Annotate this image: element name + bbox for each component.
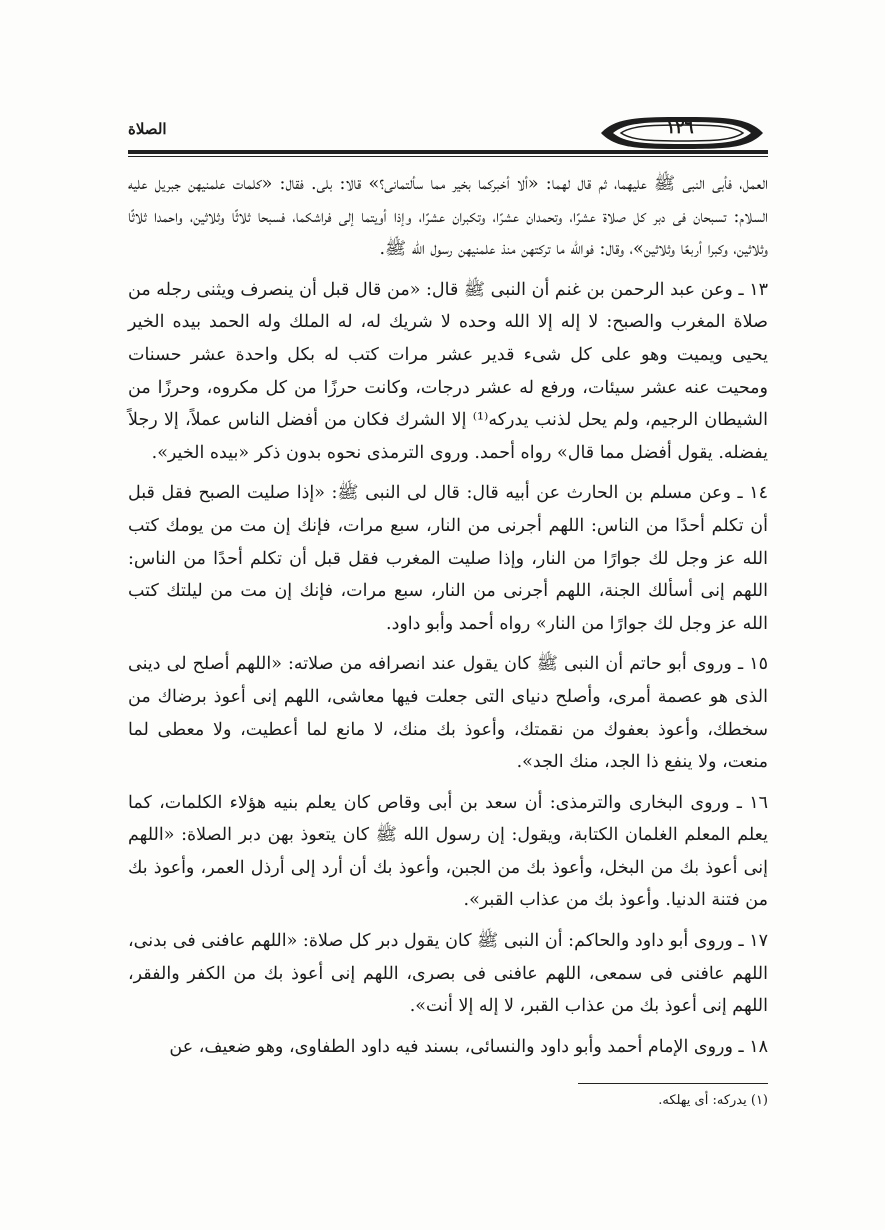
- paragraph: ١٧ ـ وروى أبو داود والحاكم: أن النبى ﷺ كان يقول دبر كل صلاة: «اللهم عافنى فى بدنى، اللهم عافنى فى سمعى، اللهم عافنى فى بصرى، اللهم إنى أعوذ بك من الكفر والفقر، اللهم إنى أعوذ بك من عذاب القبر، لا إله إلا أنت».: [128, 931, 768, 1017]
- paragraph: ١٥ ـ وروى أبو حاتم أن النبى ﷺ كان يقول عند انصرافه من صلاته: «اللهم أصلح لى دينى الذى هو عصمة أمرى، وأصلح دنياى التى جعلت فيها معاشى، اللهم إنى أعوذ برضاك من سخطك، وأعوذ بعفوك من نقمتك، وأعوذ بك منك، لا مانع لما أعطيت، ولا معطى لما منعت، ولا ينفع ذا الجد، منك الجد».: [128, 654, 768, 773]
- header-rule: [128, 150, 768, 154]
- paragraph: ١٤ ـ وعن مسلم بن الحارث عن أبيه قال: قال لى النبى ﷺ: «إذا صليت الصبح فقل قبل أن تكلم أحدًا من الناس: اللهم أجرنى من النار، سبع مرات، فإنك إن مت من يومك كتب الله عز وجل لك جوارًا من النار، وإذا صليت المغرب فقل قبل أن تكلم أحدًا من الناس: اللهم إنى أسألك الجنة، اللهم أجرنى من النار، سبع مرات، فإنك إن مت من ليلتك كتب الله عز وجل لك جوارًا من النار» رواه أحمد وأبو داود.: [128, 483, 768, 634]
- paragraph: ١٣ ـ وعن عبد الرحمن بن غنم أن النبى ﷺ قال: «من قال قبل أن ينصرف ويثنى رجله من صلاة المغرب والصبح: لا إله إلا الله وحده لا شريك له، له الملك وله الحمد بيده الخير يحيى ويميت وهو على كل شىء قدير عشر مرات كتب له بكل واحدة عشر حسنات ومحيت عنه عشر سيئات، ورفع له عشر درجات، وكانت حرزًا من كل مكروه، وحرزًا من الشيطان الرجيم، ولم يحل لذنب يدركه⁽¹⁾ إلا الشرك فكان من أفضل الناس عملاً، إلا رجلاً يفضله. يقول أفضل مما قال» رواه أحمد. وروى الترمذى نحوه بدون ذكر «بيده الخير».: [128, 279, 769, 463]
- running-title: الصلاة: [128, 120, 167, 138]
- paragraph: ١٦ ـ وروى البخارى والترمذى: أن سعد بن أبى وقاص كان يعلم بنيه هؤلاء الكلمات، كما يعلم المعلم الغلمان الكتابة، ويقول: إن رسول الله ﷺ كان يتعوذ بهن دبر الصلاة: «اللهم إنى أعوذ بك من البخل، وأعوذ بك من الجبن، وأعوذ بك أن أرد إلى أرذل العمر، وأعوذ بك من فتنة الدنيا. وأعوذ بك من عذاب القبر».: [128, 792, 768, 911]
- page-number: ١٢٦: [666, 118, 694, 138]
- paragraph: ١٨ ـ وروى الإمام أحمد وأبو داود والنسائى، بسند فيه داود الطفاوى، وهو ضعيف، عن: [169, 1036, 768, 1057]
- body-text: [128, 168, 768, 1071]
- header-rule-thin: [128, 156, 768, 157]
- footnote: (١) يدركه: أى يهلكه.: [658, 1093, 768, 1108]
- paragraph: العمل، فأبى النبى ﷺ عليهما، ثم قال لهما: «ألا أخبركما بخير مما سألتمانى؟» قالا: بلى. فقال: «كلمات علمنيهن جبريل عليه السلام: تسبحان فى دبر كل صلاة عشرًا، وتحمدان عشرًا، وتكبران عشرًا، وإذا أويتما إلى فراشكما، فسبحا ثلاثًا وثلاثين، واحمدا ثلاثًا وثلاثين، وكبرا أربعًا وثلاثين»، وقال: فوالله ما تركتهن منذ علمنيهن رسول الله ﷺ.: [128, 174, 768, 260]
- footnote-rule: [578, 1083, 768, 1084]
